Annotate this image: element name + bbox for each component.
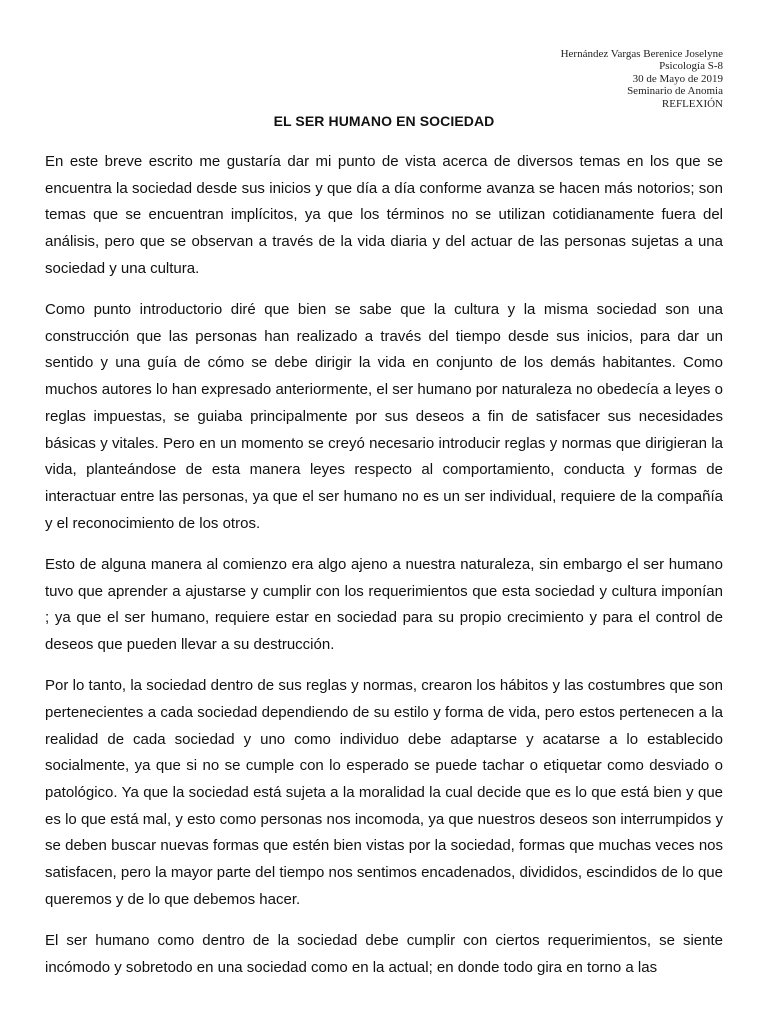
document-header bbox=[561, 48, 723, 110]
course-name: Seminario de Anomia bbox=[627, 85, 723, 98]
document-type: REFLEXIÓN bbox=[661, 97, 723, 110]
paragraph: Esto de alguna manera al comienzo era algo ajeno a nuestra naturaleza, sin embargo el ser humano tuvo que aprender a ajustarse y cumplir con los requerimientos que esta sociedad y cultura imponían ; ya que el ser humano, requiere estar en sociedad para su propio crecimiento y para el control de deseos que pueden llevar a su destrucción. bbox=[45, 555, 723, 653]
document-date: 30 de Mayo de 2019 bbox=[632, 72, 723, 85]
group-label: Psicología S-8 bbox=[659, 60, 723, 73]
author-name: Hernández Vargas Berenice Joselyne bbox=[560, 48, 723, 60]
paragraph: El ser humano como dentro de la sociedad debe cumplir con ciertos requerimientos, se siente incómodo y sobretodo en una sociedad como en la actual; en donde todo gira en torno a las bbox=[45, 931, 723, 976]
paragraph: Como punto introductorio diré que bien se sabe que la cultura y la misma sociedad son una construcción que las personas han realizado a través del tiempo desde sus inicios, para dar un sentido y una guía de cómo se debe dirigir la vida en conjunto de los demás habitantes. Como muchos autores lo han expresado anteriormente, el ser humano por naturaleza no obedecía a leyes o reglas impuestas, se guiaba principalmente por sus deseos a fin de satisfacer sus necesidades básicas y vitales. Pero en un momento se creyó necesario introducir reglas y normas que dirigieran la vida, planteándose de esta manera leyes respecto al comportamiento, conducta y formas de interactuar entre las personas, ya que el ser humano no es un ser individual, requiere de la compañía y el reconocimiento de los otros. bbox=[45, 301, 723, 532]
document-title: EL SER HUMANO EN SOCIEDAD bbox=[273, 113, 495, 129]
paragraph: Por lo tanto, la sociedad dentro de sus reglas y normas, crearon los hábitos y las costumbres que son pertenecientes a cada sociedad dependiendo de su estilo y forma de vida, pero estos pertenecen a la realidad de cada sociedad y uno como individuo debe adaptarse y acatarse a lo establecido socialmente, ya que si no se cumple con lo esperado se puede tachar o etiquetar como desviado o patológico. Ya que la sociedad está sujeta a la moralidad la cual decide que es lo que está bien y que es lo que está mal, y esto como personas nos incomoda, ya que nuestros deseos son interrumpidos y se deben buscar nuevas formas que estén bien vistas por la sociedad, formas que muchas veces nos satisfacen, pero la mayor parte del tiempo nos sentimos encadenados, divididos, escindidos de lo que queremos y de lo que debemos hacer. bbox=[45, 677, 723, 908]
paragraph: En este breve escrito me gustaría dar mi punto de vista acerca de diversos temas en los que se encuentra la sociedad desde sus inicios y que día a día conforme avanza se hacen más notorios; son temas que se encuentran implícitos, ya que los términos no se utilizan cotidianamente fuera del análisis, pero que se observan a través de la vida diaria y del actuar de las personas sujetas a una sociedad y una cultura. bbox=[45, 153, 723, 277]
document-body bbox=[45, 149, 723, 996]
